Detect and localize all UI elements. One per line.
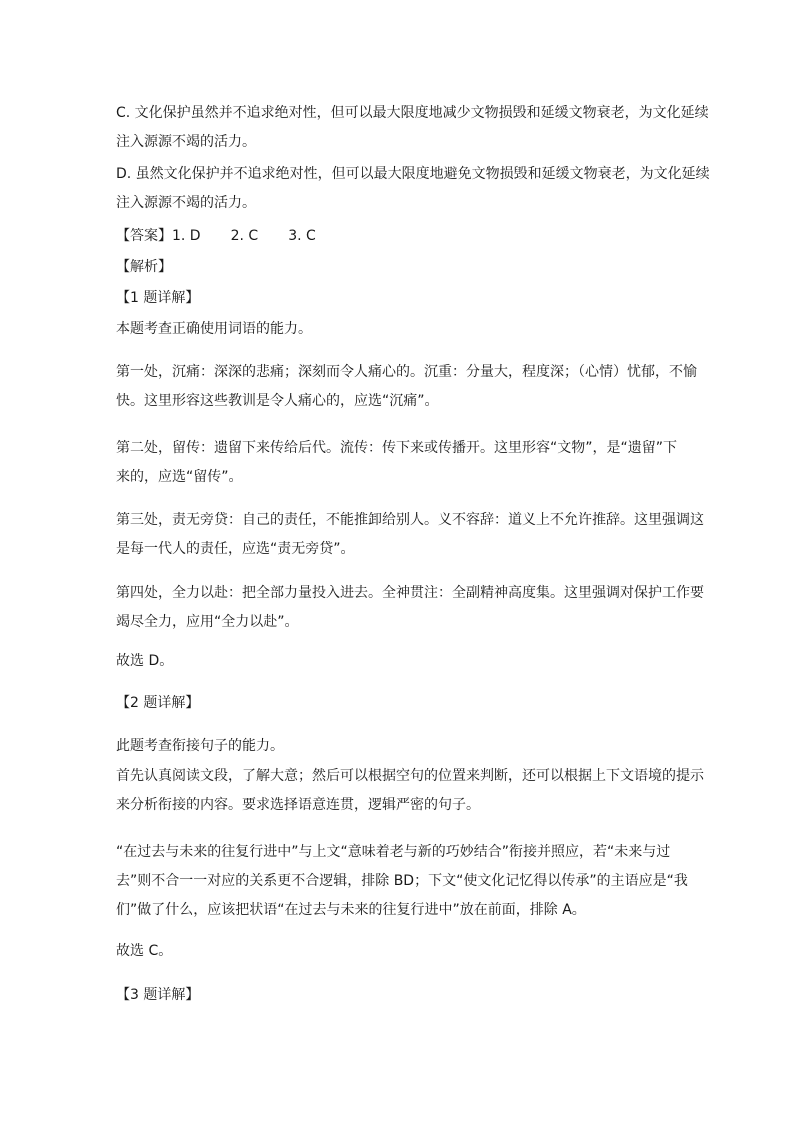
q2-conclusion: 故选 C。	[116, 943, 173, 959]
option-c-line-2: 注入源源不竭的活力。	[116, 134, 256, 150]
analysis-label: 【解析】	[116, 259, 172, 275]
q2-intro: 此题考查衔接句子的能力。	[116, 738, 284, 754]
q1-paragraph-3: 第三处，责无旁贷：自己的责任，不能推卸给别人。义不容辞：道义上不允许推辞。这里强调这 是每一代人的责任，应选“责无旁贷”。	[116, 512, 704, 557]
q1-paragraph-4: 第四处，全力以赴：把全部力量投入进去。全神贯注：全副精神高度集。这里强调对保护工作要 竭尽全力，应用“全力以赴”。	[116, 585, 704, 630]
option-c	[116, 99, 709, 157]
q1-conclusion: 故选 D。	[116, 653, 174, 669]
answer-row	[116, 222, 702, 251]
q1-intro: 本题考查正确使用词语的能力。	[116, 321, 312, 337]
q2-paragraph-2: “在过去与未来的往复行进中”与上文“意味着老与新的巧妙结合”衔接并照应，若“未来与过 去”则不合一一对应的关系更不合逻辑，排除 BD；下文“使文化记忆得以传承”的主语应是“我 们”做了什么，应该把状语“在过去与未来的往复行进中”放在前面，排除 A。	[116, 844, 688, 918]
answer-2: 2. C	[230, 228, 259, 244]
option-d-line-1: D. 虽然文化保护并不追求绝对性，但可以最大限度地避免文物损毁和延缓文物衰老，为文化延续	[116, 166, 710, 182]
answer-label: 【答案】	[116, 228, 172, 244]
q2-header: 【2 题详解】	[116, 695, 200, 711]
answer-1: 1. D	[172, 228, 201, 244]
option-c-line-1: C. 文化保护虽然并不追求绝对性，但可以最大限度地减少文物损毁和延缓文物衰老，为文化延续	[116, 105, 709, 121]
q3-header: 【3 题详解】	[116, 987, 200, 1003]
q1-paragraph-1: 第一处，沉痛：深深的悲痛；深刻而令人痛心的。沉重：分量大，程度深；（心情）忧郁，不愉 快。这里形容这些教训是令人痛心的，应选“沉痛”。	[116, 364, 697, 409]
option-d-line-2: 注入源源不竭的活力。	[116, 195, 256, 211]
q2-paragraph-1: 首先认真阅读文段，了解大意；然后可以根据空句的位置来判断，还可以根据上下文语境的提示 来分析衔接的内容。要求选择语意连贯，逻辑严密的句子。	[116, 768, 704, 813]
q1-paragraph-2: 第二处，留传：遗留下来传给后代。流传：传下来或传播开。这里形容“文物”，是“遗留”下 来的，应选“留传”。	[116, 440, 678, 485]
option-d	[116, 160, 710, 218]
q1-header: 【1 题详解】	[116, 290, 200, 306]
answer-line	[116, 222, 702, 251]
answer-3: 3. C	[288, 228, 316, 244]
